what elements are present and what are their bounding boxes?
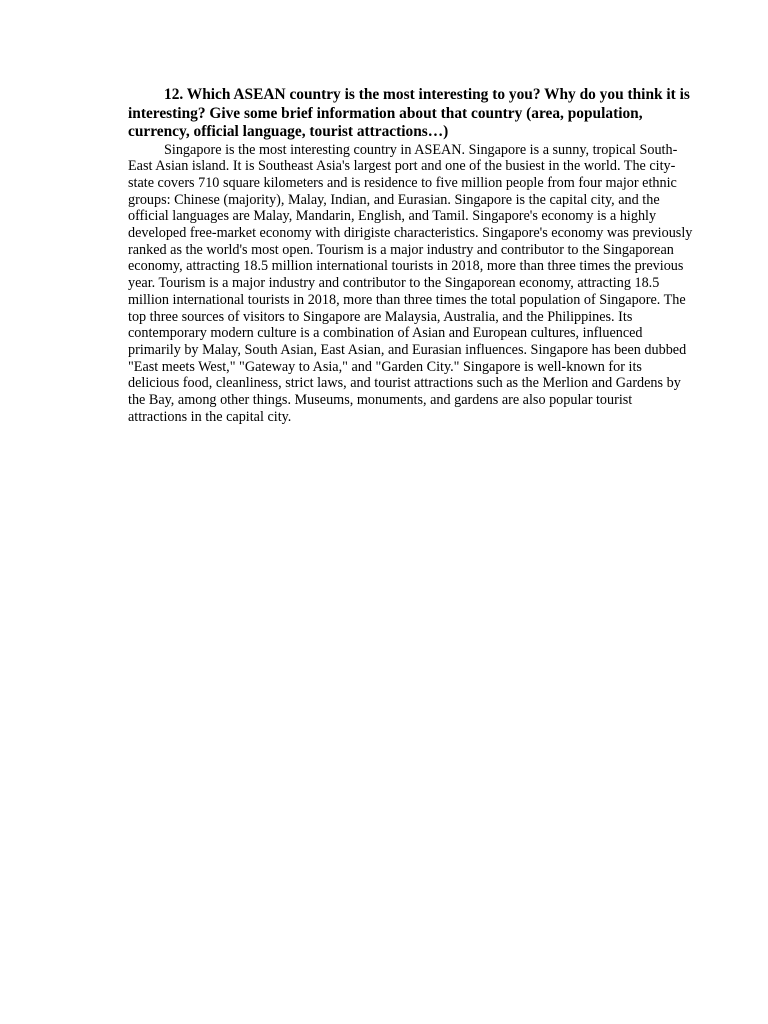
document-body (128, 86, 694, 425)
question-heading: 12. Which ASEAN country is the most interesting to you? Why do you think it is interesting? Give some brief information about that country (area, population, currency, official language, tourist attractions…) (128, 86, 690, 140)
answer-paragraph: Singapore is the most interesting country in ASEAN. Singapore is a sunny, tropical South-East Asian island. It is Southeast Asia's largest port and one of the busiest in the world. The city-state covers 710 square kilometers and is residence to five million people from four major ethnic groups: Chinese (majority), Malay, Indian, and Eurasian. Singapore is the capital city, and the official languages are Malay, Mandarin, English, and Tamil. Singapore's economy is a highly developed free-market economy with dirigiste characteristics. Singapore's economy was previously ranked as the world's most open. Tourism is a major industry and contributor to the Singaporean economy, attracting 18.5 million international tourists in 2018, more than three times the previous year. Tourism is a major industry and contributor to the Singaporean economy, attracting 18.5 million international tourists in 2018, more than three times the total population of Singapore. The top three sources of visitors to Singapore are Malaysia, Australia, and the Philippines. Its contemporary modern culture is a combination of Asian and European cultures, influenced primarily by Malay, South Asian, East Asian, and Eurasian influences. Singapore has been dubbed "East meets West," "Gateway to Asia," and "Garden City." Singapore is well-known for its delicious food, cleanliness, strict laws, and tourist attractions such as the Merlion and Gardens by the Bay, among other things. Museums, monuments, and gardens are also popular tourist attractions in the capital city. (128, 141, 693, 425)
